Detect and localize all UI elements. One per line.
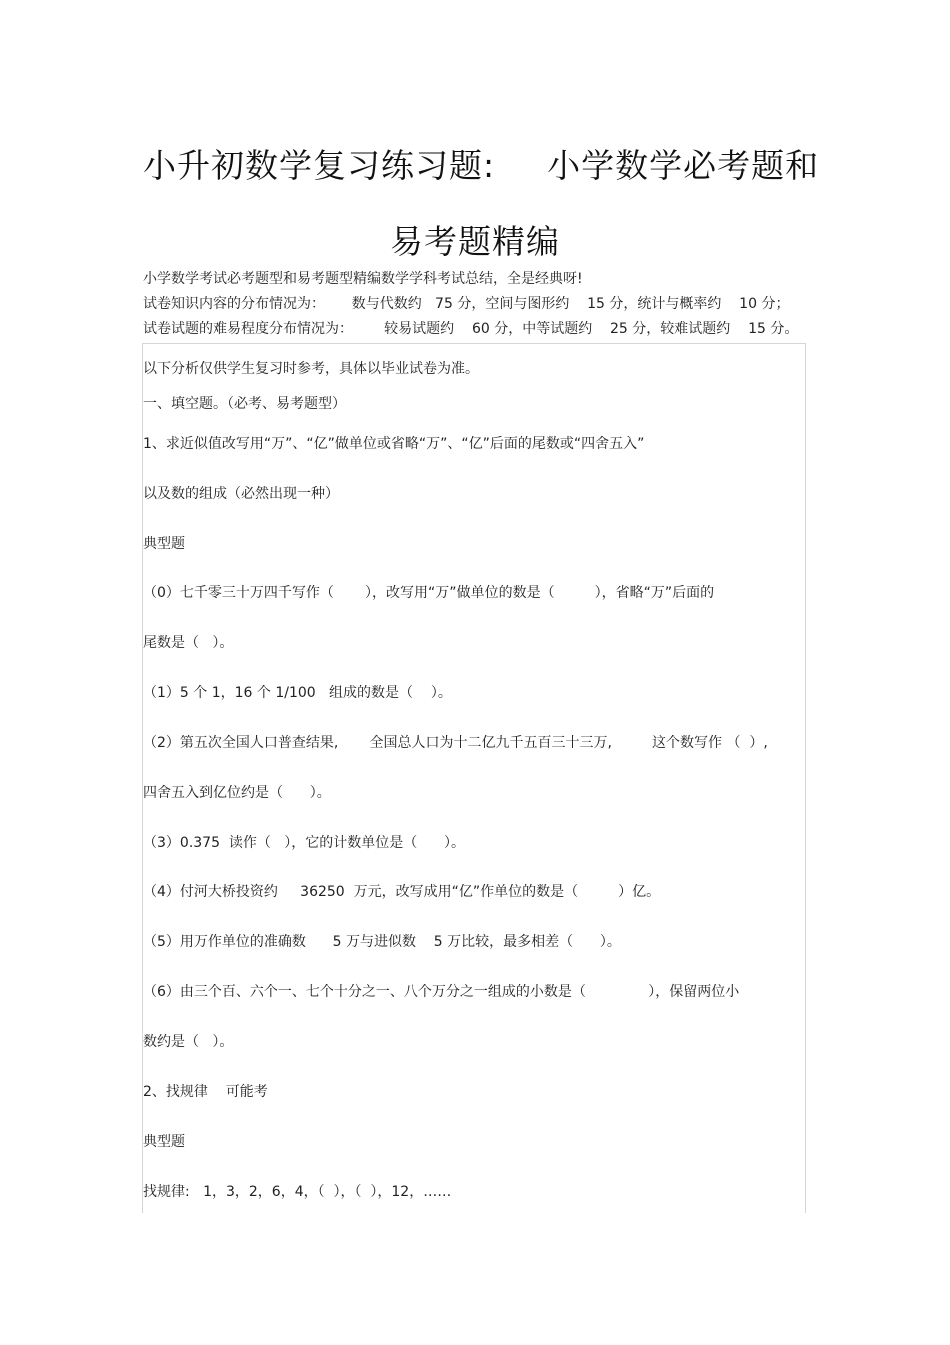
question-1: （1）5 个 1，16 个 1/100 组成的数是（ ）。 [143,685,452,701]
intro-distribution: 试卷知识内容的分布情况为： 数与代数约 75 分，空间与图形约 15 分，统计与概率约 10 分； [143,296,790,312]
typical-label-1: 典型题 [143,536,185,552]
title-part-1: 小升初数学复习练习题: [143,146,496,185]
item-1-line-2: 以及数的组成（必然出现一种） [143,486,339,502]
question-5: （5）用万作单位的准确数 5 万与进似数 5 万比较，最多相差（ ）。 [143,934,621,950]
intro-summary: 小学数学考试必考题型和易考题型精编数学学科考试总结，全是经典呀! [143,271,583,287]
item-2-heading: 2、找规律 可能考 [143,1084,268,1100]
item-1-line-1: 1、求近似值改写用“万”、“亿”做单位或省略“万”、“亿”后面的尾数或“四舍五入” [143,436,645,452]
document-title-line-1 [143,140,819,187]
note-text: 以下分析仅供学生复习时参考，具体以毕业试卷为准。 [143,361,479,377]
question-2-line-2: 四舍五入到亿位约是（ ）。 [143,785,331,801]
question-6-line-2: 数约是（ ）。 [143,1034,234,1050]
section-heading-fill-blank: 一、填空题。（必考、易考题型） [143,396,346,412]
question-3: （3）0.375 读作（ ），它的计数单位是（ ）。 [143,835,465,851]
question-4: （4）付河大桥投资约 36250 万元，改写成用“亿”作单位的数是（ ）亿。 [143,884,661,900]
pattern-question: 找规律: 1，3，2，6，4，（ ），（ ），12，…… [143,1184,452,1200]
question-2-line-1: （2）第五次全国人口普查结果, 全国总人口为十二亿九千五百三十三万, 这个数写作 （ ）, [143,735,768,751]
document-title-line-2: 易考题精编 [390,222,560,261]
question-0-line-2: 尾数是（ ）。 [143,635,234,651]
question-6-line-1: （6）由三个百、六个一、七个十分之一、八个万分之一组成的小数是（ ），保留两位小 [143,984,740,1000]
question-0-line-1: （0）七千零三十万四千写作（ ），改写用“万”做单位的数是（ ），省略“万”后面的 [143,585,715,601]
intro-difficulty: 试卷试题的难易程度分布情况为： 较易试题约 60 分，中等试题约 25 分，较难试题约 15 分。 [143,321,799,337]
typical-label-2: 典型题 [143,1134,185,1150]
title-part-2: 小学数学必考题和 [547,146,820,185]
